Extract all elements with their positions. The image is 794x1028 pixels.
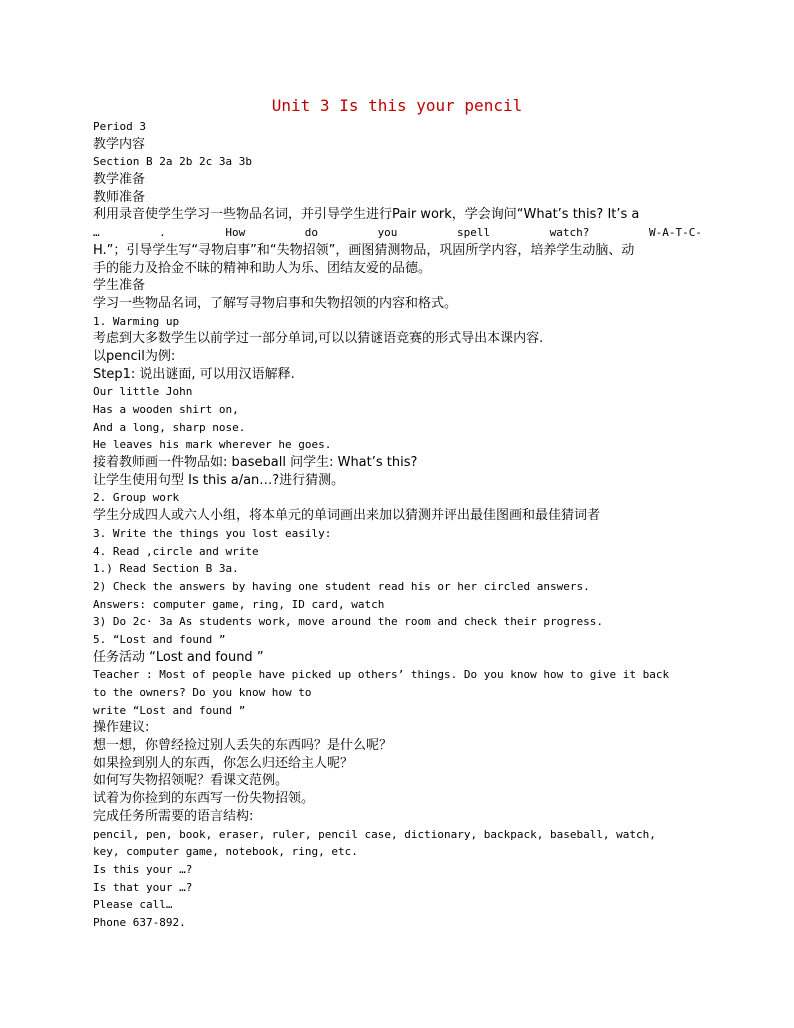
text-line: Our little John (93, 385, 193, 399)
text-line: pencil, pen, book, eraser, ruler, pencil case, dictionary, backpack, baseball, watch, (93, 827, 656, 841)
text-line: 如果捡到别人的东西，你怎么归还给主人呢？ (93, 755, 354, 771)
text-line: 让学生使用句型 Is this a/an…?进行猜测。 (93, 472, 345, 488)
text-line: 以pencil为例: (93, 348, 176, 364)
text-line: 3) Do 2c· 3a As students work, move around the room and check their progress. (93, 615, 603, 629)
text-line: Please call… (93, 898, 173, 912)
text-line: 操作建议: (93, 720, 150, 736)
text-line: Phone 637-892. (93, 915, 186, 929)
text-line: 考虑到大多数学生以前学过一部分单词,可以以猜谜语竞赛的形式导出本课内容. (93, 331, 544, 347)
text-line: 教学准备 (93, 172, 146, 188)
text-line: 教师准备 (93, 189, 146, 205)
text-line: key, computer game, notebook, ring, etc. (93, 845, 358, 859)
text-word: How (225, 226, 246, 240)
text-word: W-A-T-C- (648, 226, 702, 240)
text-line: 手的能力及拾金不昧的精神和助人为乐、团结友爱的品德。 (93, 260, 432, 276)
text-line: 想一想，你曾经捡过别人丢失的东西吗？是什么呢？ (93, 738, 393, 754)
text-line: 利用录音使学生学习一些物品名词，并引导学生进行Pair work，学会询问“What’s this? It’s a (93, 207, 640, 223)
text-line: 任务活动 “Lost and found ” (93, 649, 264, 665)
text-line: 2) Check the answers by having one student read his or her circled answers. (93, 579, 590, 593)
text-line: And a long, sharp nose. (93, 420, 246, 434)
text-line: Answers: computer game, ring, ID card, watch (93, 597, 385, 611)
text-line: 完成任务所需要的语言结构: (93, 808, 254, 824)
text-line: Step1: 说出谜面, 可以用汉语解释. (93, 366, 295, 382)
text-line: 1. Warming up (93, 314, 180, 328)
text-line: H.”；引导学生写“寻物启事”和“失物招领”，画图猜测物品，巩固所学内容，培养学生动脑、动 (93, 242, 635, 258)
text-line: 1.) Read Section B 3a. (93, 562, 239, 576)
text-line: Is this your …? (93, 862, 193, 876)
text-word: do (304, 226, 319, 240)
text-line: 3. Write the things you lost easily: (93, 526, 332, 540)
text-line (93, 224, 702, 242)
text-line: Is that your …? (93, 880, 193, 894)
text-line: 学生分成四人或六人小组，将本单元的单词画出来加以猜测并评出最佳图画和最佳猜词者 (93, 508, 601, 524)
text-line: Has a wooden shirt on, (93, 403, 239, 416)
text-line: 接着教师画一件物品如: baseball 问学生: What’s this? (93, 455, 418, 471)
document-body (93, 118, 702, 932)
text-line: 2. Group work (93, 491, 180, 505)
text-line: He leaves his mark wherever he goes. (93, 438, 332, 452)
text-line: 4. Read ,circle and write (93, 544, 259, 558)
text-line: 试着为你捡到的东西写一份失物招领。 (93, 791, 315, 807)
text-line: 学生准备 (93, 278, 146, 294)
text-word: you (377, 226, 398, 240)
text-word: … (93, 226, 100, 240)
text-line: Teacher : Most of people have picked up others’ things. Do you know how to give it back (93, 668, 670, 682)
text-word: watch? (549, 226, 590, 240)
text-line: 5. “Lost and found ” (93, 632, 226, 646)
text-line: Period 3 (93, 120, 146, 133)
text-line: Section B 2a 2b 2c 3a 3b (93, 155, 252, 169)
text-line: to the owners? Do you know how to (93, 686, 312, 699)
text-line: 学习一些物品名词，了解写寻物启事和失物招领的内容和格式。 (93, 295, 458, 311)
text-line: write “Lost and found ” (93, 703, 246, 717)
text-line: 教学内容 (93, 136, 146, 152)
text-line: 如何写失物招领呢？看课文范例。 (93, 773, 289, 789)
text-word: spell (456, 226, 491, 240)
text-word: . (159, 226, 166, 240)
page-title: Unit 3 Is this your pencil (271, 96, 523, 115)
